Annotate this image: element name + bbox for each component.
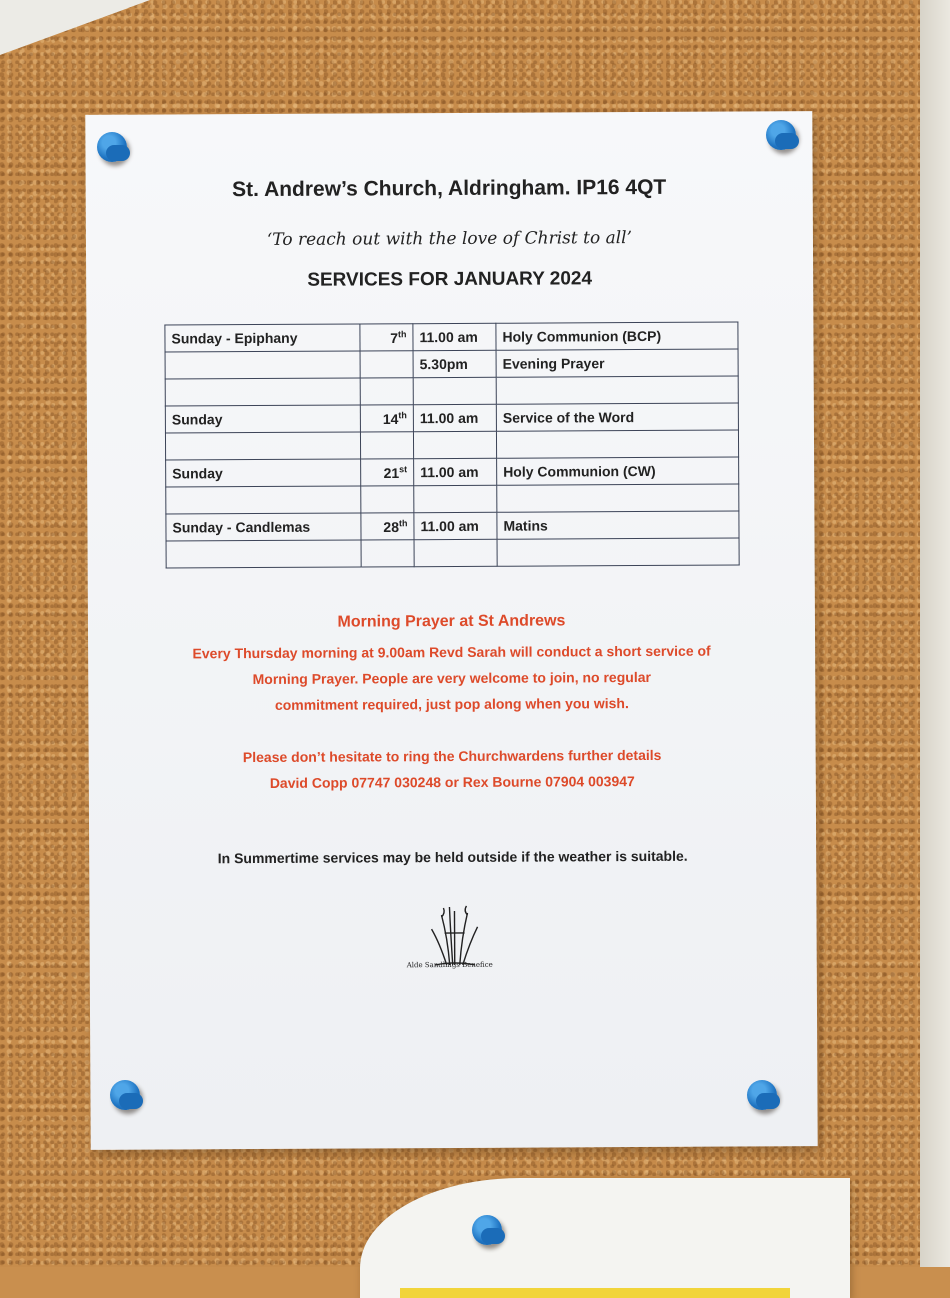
push-pin-bottom-left (110, 1080, 140, 1110)
service-row (165, 349, 738, 379)
service-day: Sunday (166, 459, 361, 487)
service-time: 11.00 am (414, 512, 497, 539)
service-name (496, 430, 738, 458)
reeds-cross-icon (419, 903, 489, 983)
lower-notice-sheet (360, 1178, 850, 1298)
service-row (166, 538, 739, 568)
service-day (165, 378, 360, 406)
services-heading: SERVICES FOR JANUARY 2024 (86, 267, 813, 293)
contact-line: Please don’t hesitate to ring the Churchwardens further details (89, 741, 816, 771)
service-name (497, 538, 739, 566)
push-pin-top-right (766, 120, 796, 150)
yellow-band (400, 1288, 790, 1298)
service-row (166, 457, 739, 487)
service-row (166, 511, 739, 541)
benefice-logo-text: Alde Sandlings Benefice (390, 961, 510, 970)
morning-prayer-line: Morning Prayer. People are very welcome to join, no regular (88, 663, 815, 693)
service-row (165, 403, 738, 433)
church-title: St. Andrew’s Church, Aldringham. IP16 4QT (86, 175, 813, 203)
service-time (414, 485, 497, 512)
date-number: 21 (384, 465, 400, 481)
date-number: 7 (390, 330, 398, 346)
service-date (361, 540, 414, 567)
service-day (165, 432, 360, 460)
service-name (496, 376, 738, 404)
date-number: 14 (383, 411, 399, 427)
service-date (361, 486, 414, 513)
service-row (165, 376, 738, 406)
date-suffix: th (398, 410, 407, 420)
service-name: Evening Prayer (496, 349, 738, 377)
morning-prayer-text (88, 637, 815, 719)
service-date (360, 351, 413, 378)
date-suffix: th (399, 518, 408, 528)
services-table (164, 321, 739, 568)
service-day (166, 540, 361, 568)
service-day (165, 351, 360, 379)
push-pin-top-left (97, 132, 127, 162)
wall-strip (920, 0, 950, 1267)
service-day (166, 486, 361, 514)
service-date (360, 324, 413, 351)
morning-prayer-line: commitment required, just pop along when you wish. (88, 689, 815, 719)
service-day: Sunday (165, 405, 360, 433)
morning-prayer-heading: Morning Prayer at St Andrews (88, 611, 815, 633)
service-name: Holy Communion (BCP) (496, 322, 738, 350)
church-motto: ‘To reach out with the love of Christ to all’ (86, 227, 813, 251)
service-time (414, 539, 497, 566)
service-date (360, 378, 413, 405)
service-time (413, 377, 496, 404)
service-time: 11.00 am (413, 323, 496, 350)
notice-sheet (85, 111, 817, 1150)
service-name: Service of the Word (496, 403, 738, 431)
service-row (165, 430, 738, 460)
service-day: Sunday - Epiphany (165, 324, 360, 352)
push-pin-lower-sheet (472, 1215, 502, 1245)
service-name (497, 484, 739, 512)
service-name: Holy Communion (CW) (497, 457, 739, 485)
morning-prayer-line: Every Thursday morning at 9.00am Revd Sarah will conduct a short service of (88, 637, 815, 667)
service-row (165, 322, 738, 352)
summer-note: In Summertime services may be held outside if the weather is suitable. (89, 847, 816, 867)
service-time: 11.00 am (414, 458, 497, 485)
service-time: 11.00 am (413, 404, 496, 431)
service-date (361, 513, 414, 540)
contact-line: David Copp 07747 030248 or Rex Bourne 07904 003947 (89, 767, 816, 797)
service-time: 5.30pm (413, 350, 496, 377)
service-date (360, 432, 413, 459)
service-row (166, 484, 739, 514)
service-date (361, 459, 414, 486)
push-pin-bottom-right (747, 1080, 777, 1110)
date-number: 28 (383, 519, 399, 535)
service-day: Sunday - Candlemas (166, 513, 361, 541)
service-date (360, 405, 413, 432)
service-name: Matins (497, 511, 739, 539)
service-time (413, 431, 496, 458)
date-suffix: th (398, 329, 407, 339)
date-suffix: st (399, 464, 407, 474)
churchwardens-contact (89, 741, 816, 797)
